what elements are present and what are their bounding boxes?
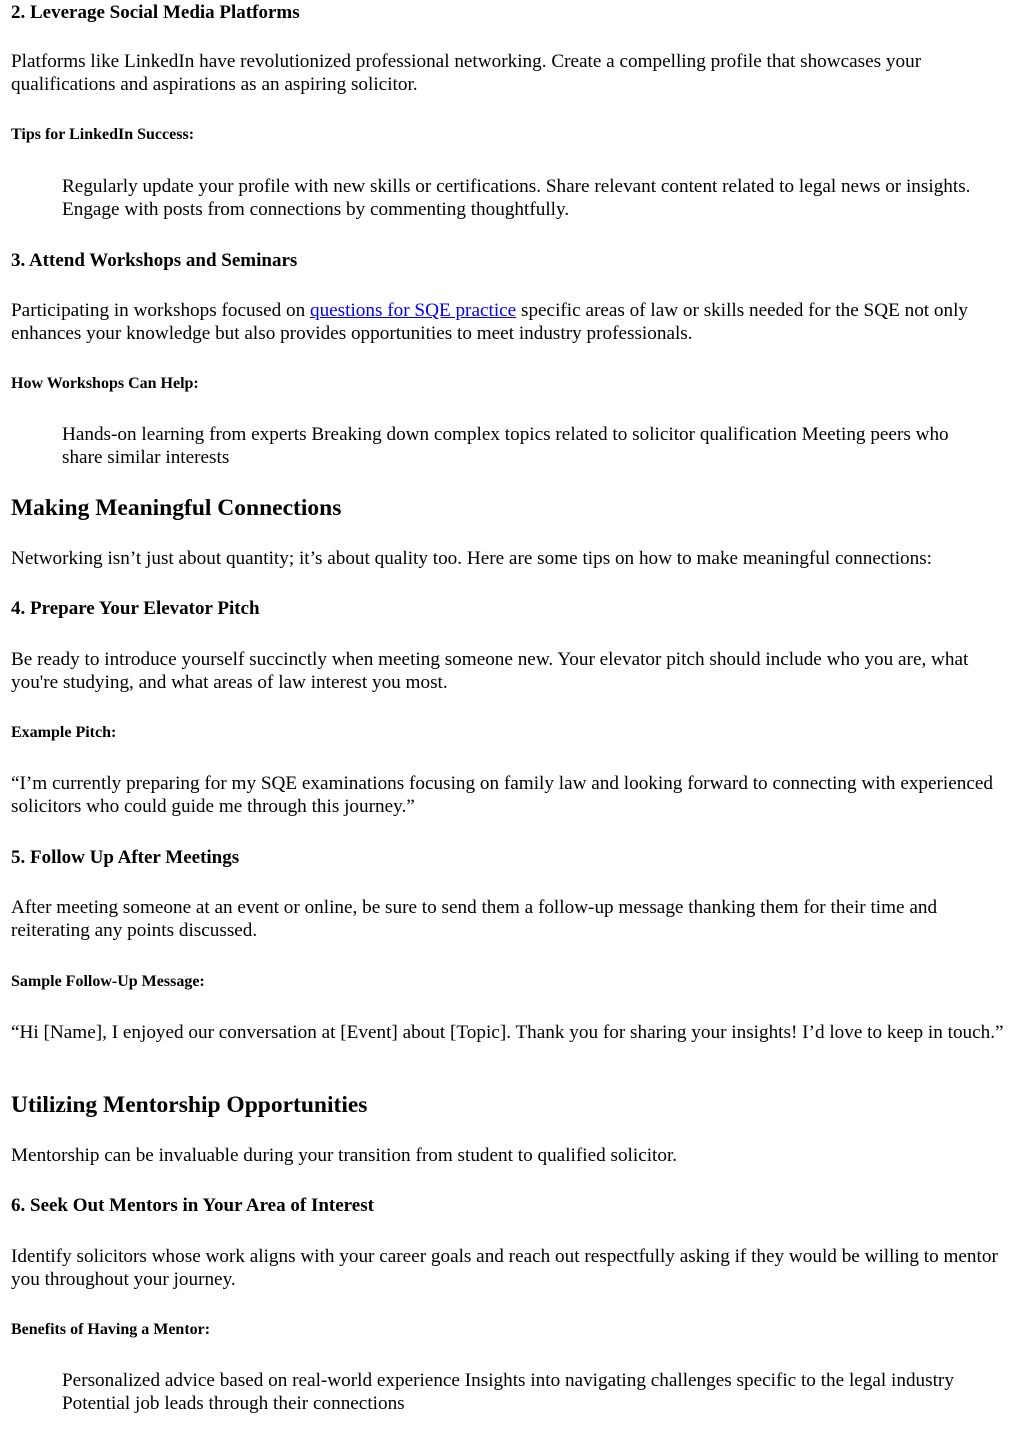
subheading-mentor-benefits: Benefits of Having a Mentor: — [11, 1321, 211, 1338]
heading-meaningful-connections: Making Meaningful Connections — [11, 495, 342, 521]
heading-follow-up: 5. Follow Up After Meetings — [11, 847, 240, 868]
quote-mentor-benefits: Personalized advice based on real-world experience Insights into navigating challenges specific to the legal industry Potential job leads through their connections — [62, 1370, 954, 1414]
paragraph-workshops-text-end: specific areas of law or skills needed for the SQE not only enhances your knowledge but also provides opportunities to meet industry professionals. — [11, 300, 969, 344]
heading-leverage-social-media: 2. Leverage Social Media Platforms — [11, 2, 300, 23]
quote-example-pitch: “I’m currently preparing for my SQE examinations focusing on family law and looking forward to connecting with experienced solicitors who could guide me through this journey.” — [11, 773, 994, 817]
paragraph-workshops — [11, 299, 1013, 345]
heading-seek-mentors: 6. Seek Out Mentors in Your Area of Interest — [11, 1195, 374, 1216]
paragraph-linkedin-intro: Platforms like LinkedIn have revolutionized professional networking. Create a compelling profile that showcases your qualifications and aspirations as an aspiring solicitor. — [11, 51, 922, 95]
heading-mentorship: Utilizing Mentorship Opportunities — [11, 1092, 368, 1118]
quote-workshops-help: Hands-on learning from experts Breaking down complex topics related to solicitor qualification Meeting peers who share similar interests — [62, 424, 949, 468]
quote-linkedin-tips: Regularly update your profile with new skills or certifications. Share relevant content related to legal news or insights. Engage with posts from connections by commenting thoughtfully. — [62, 176, 971, 220]
paragraph-mentorship: Mentorship can be invaluable during your transition from student to qualified solicitor. — [11, 1145, 678, 1166]
subheading-example-pitch: Example Pitch: — [11, 724, 117, 741]
heading-attend-workshops: 3. Attend Workshops and Seminars — [11, 250, 298, 271]
paragraph-workshops-text-start: Participating in workshops focused on — [11, 300, 310, 321]
heading-elevator-pitch: 4. Prepare Your Elevator Pitch — [11, 598, 260, 619]
sqe-practice-link[interactable]: questions for SQE practice — [309, 300, 517, 321]
subheading-workshops-help: How Workshops Can Help: — [11, 375, 199, 392]
subheading-linkedin-tips: Tips for LinkedIn Success: — [11, 126, 195, 143]
paragraph-elevator-pitch: Be ready to introduce yourself succinctly when meeting someone new. Your elevator pitch should include who you are, what you're studying, and what areas of law interest you most. — [11, 649, 969, 693]
quote-sample-follow-up: “Hi [Name], I enjoyed our conversation at [Event] about [Topic]. Thank you for sharing your insights! I’d love to keep in touch.” — [11, 1022, 1004, 1043]
paragraph-follow-up: After meeting someone at an event or online, be sure to send them a follow-up message thanking them for their time and reiterating any points discussed. — [11, 897, 938, 941]
paragraph-seek-mentors: Identify solicitors whose work aligns with your career goals and reach out respectfully asking if they would be willing to mentor you throughout your journey. — [11, 1246, 998, 1290]
subheading-sample-follow-up: Sample Follow-Up Message: — [11, 973, 205, 990]
paragraph-meaningful-connections: Networking isn’t just about quantity; it’s about quality too. Here are some tips on how to make meaningful connections: — [11, 548, 933, 569]
